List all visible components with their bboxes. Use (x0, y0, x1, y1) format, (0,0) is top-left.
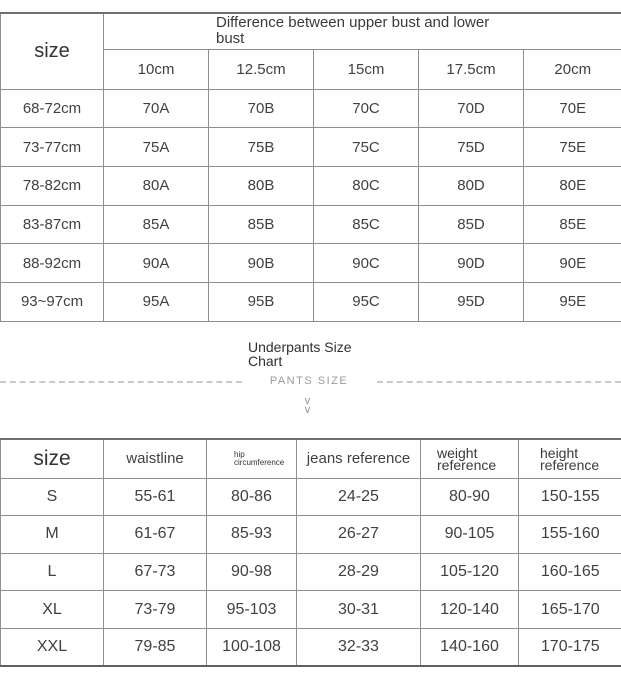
cell: 95B (209, 282, 314, 321)
height-header-line2: reference (540, 456, 600, 473)
row-label: 68-72cm (1, 89, 104, 128)
table-row (1, 89, 621, 128)
waistline-header: waistline (104, 439, 207, 478)
cell: 85D (419, 205, 524, 244)
cell: 67-73 (104, 553, 207, 591)
table-row (1, 628, 621, 666)
cell: 155-160 (519, 516, 621, 554)
cell: 150-155 (519, 478, 621, 516)
pants-corner-label: size (1, 439, 104, 478)
row-label: 73-77cm (1, 128, 104, 167)
bra-col-header-15cm: 15cm (314, 49, 419, 89)
row-label: 88-92cm (1, 244, 104, 283)
bra-col-header-12-5cm: 12.5cm (209, 49, 314, 89)
cell: 85A (104, 205, 209, 244)
cell: 90E (524, 244, 621, 283)
cell: 85E (524, 205, 621, 244)
cell: 55-61 (104, 478, 207, 516)
cell: 90A (104, 244, 209, 283)
cell: 32-33 (297, 628, 421, 666)
cell: 95C (314, 282, 419, 321)
pants-size-table (0, 438, 621, 667)
row-label: 78-82cm (1, 166, 104, 205)
jeans-reference-header: jeans reference (297, 439, 421, 478)
cell: 30-31 (297, 591, 421, 629)
underpants-chart-title: Underpants Size Chart (248, 339, 352, 369)
cell: 70C (314, 89, 419, 128)
cell: 70A (104, 89, 209, 128)
bra-merged-header-cell (104, 13, 621, 49)
table-row (1, 591, 621, 629)
chevron-down-icon: v (304, 395, 311, 407)
cell: 75C (314, 128, 419, 167)
cell: 75E (524, 128, 621, 167)
cell: 105-120 (421, 553, 519, 591)
weight-header-line1: weight (437, 444, 478, 461)
cell: 100-108 (207, 628, 297, 666)
cell: 120-140 (421, 591, 519, 629)
table-row (1, 478, 621, 516)
row-label: S (1, 478, 104, 516)
bra-size-table (0, 12, 621, 322)
cell: 95-103 (207, 591, 297, 629)
height-reference-header (519, 439, 621, 478)
cell: 85C (314, 205, 419, 244)
hip-circumference-header (207, 439, 297, 478)
table-row (1, 205, 621, 244)
cell: 80-86 (207, 478, 297, 516)
table-row (1, 166, 621, 205)
cell: 70E (524, 89, 621, 128)
height-header-line1: height (540, 444, 579, 461)
bra-col-header-10cm: 10cm (104, 49, 209, 89)
cell: 75A (104, 128, 209, 167)
pants-size-banner-label: PANTS SIZE (269, 375, 349, 387)
table-row (1, 553, 621, 591)
bra-col-header-20cm: 20cm (524, 49, 621, 89)
cell: 75B (209, 128, 314, 167)
table-row (1, 282, 621, 321)
table-row (1, 128, 621, 167)
cell: 90C (314, 244, 419, 283)
bra-corner-label: size (1, 13, 104, 89)
cell: 95E (524, 282, 621, 321)
bra-header-row (1, 13, 621, 49)
cell: 70B (209, 89, 314, 128)
cell: 80A (104, 166, 209, 205)
chevron-down-icon: v (304, 404, 311, 416)
cell: 95D (419, 282, 524, 321)
bra-col-header-17-5cm: 17.5cm (419, 49, 524, 89)
row-label: 83-87cm (1, 205, 104, 244)
cell: 79-85 (104, 628, 207, 666)
pants-header-row (1, 439, 621, 478)
table-row (1, 244, 621, 283)
cell: 85-93 (207, 516, 297, 554)
cell: 24-25 (297, 478, 421, 516)
cell: 165-170 (519, 591, 621, 629)
cell: 85B (209, 205, 314, 244)
table-row (1, 516, 621, 554)
cell: 90B (209, 244, 314, 283)
weight-header-line2: reference (437, 456, 497, 473)
cell: 170-175 (519, 628, 621, 666)
cell: 80B (209, 166, 314, 205)
cell: 75D (419, 128, 524, 167)
cell: 26-27 (297, 516, 421, 554)
cell: 90D (419, 244, 524, 283)
row-label: L (1, 553, 104, 591)
row-label: XXL (1, 628, 104, 666)
cell: 90-98 (207, 553, 297, 591)
cell: 61-67 (104, 516, 207, 554)
row-label: M (1, 516, 104, 554)
cell: 95A (104, 282, 209, 321)
hip-header-line1: hip (234, 449, 245, 459)
cell: 73-79 (104, 591, 207, 629)
hip-header-line2: circumference (234, 457, 285, 467)
cell: 28-29 (297, 553, 421, 591)
cell: 80E (524, 166, 621, 205)
row-label: XL (1, 591, 104, 629)
cell: 160-165 (519, 553, 621, 591)
cell: 80D (419, 166, 524, 205)
cell: 80-90 (421, 478, 519, 516)
weight-reference-header (421, 439, 519, 478)
cell: 140-160 (421, 628, 519, 666)
cell: 80C (314, 166, 419, 205)
bra-merged-header-text: Difference between upper bust and lower bust (216, 14, 490, 47)
row-label: 93~97cm (1, 282, 104, 321)
cell: 70D (419, 89, 524, 128)
cell: 90-105 (421, 516, 519, 554)
